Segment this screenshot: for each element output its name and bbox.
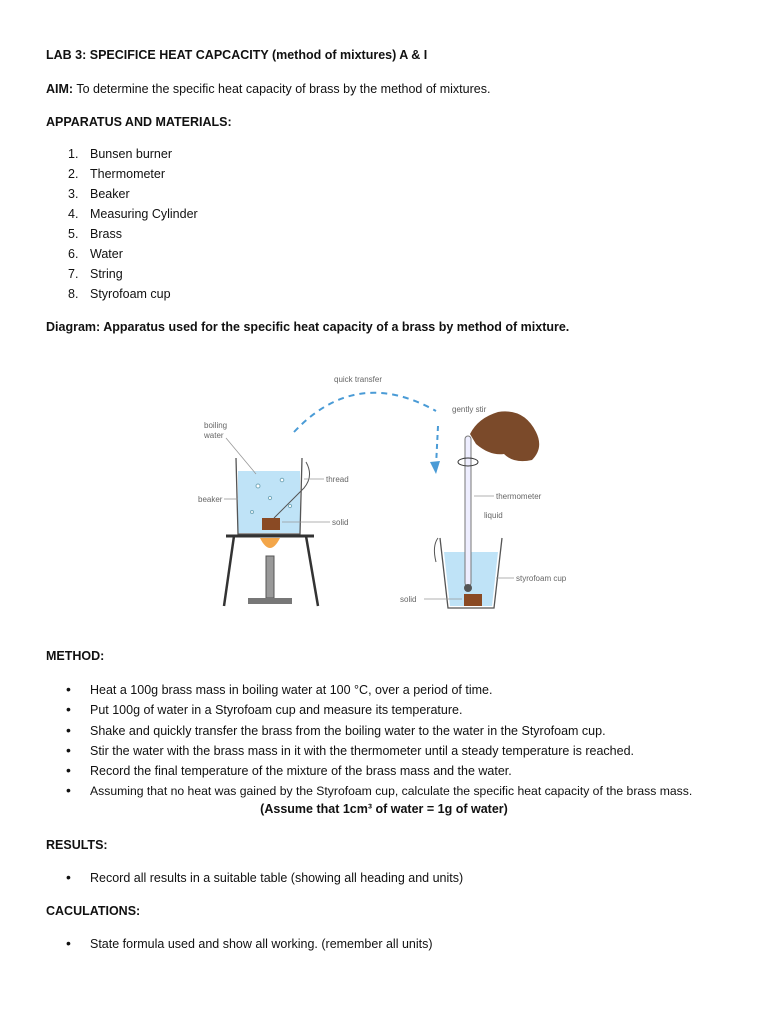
method-note: (Assume that 1cm³ of water = 1g of water) bbox=[260, 802, 508, 816]
label-styrofoam-cup: styrofoam cup bbox=[516, 574, 567, 583]
method-heading: METHOD: bbox=[46, 649, 105, 663]
label-beaker: beaker bbox=[198, 495, 223, 504]
label-water-left: water bbox=[204, 431, 224, 440]
apparatus-diagram bbox=[186, 366, 580, 620]
label-liquid: liquid bbox=[484, 511, 503, 520]
apparatus-list bbox=[68, 144, 198, 304]
aim-line bbox=[46, 82, 490, 96]
list-item: • Stir the water with the brass mass in it with the thermometer until a steady temperature is reached. bbox=[66, 741, 634, 758]
apparatus-heading: APPARATUS AND MATERIALS: bbox=[46, 115, 232, 129]
brass-block-right bbox=[464, 594, 482, 606]
label-boiling: boiling bbox=[204, 421, 228, 430]
calculations-list bbox=[66, 933, 433, 953]
brass-block-left bbox=[262, 518, 280, 530]
list-item: • Record all results in a suitable table (showing all heading and units) bbox=[66, 869, 464, 885]
list-item: 8. Styrofoam cup bbox=[68, 287, 171, 301]
list-item: • Put 100g of water in a Styrofoam cup and measure its temperature. bbox=[66, 701, 463, 718]
calculations-heading: CACULATIONS: bbox=[46, 904, 141, 918]
results-heading: RESULTS: bbox=[46, 838, 108, 852]
lab-title: LAB 3: SPECIFICE HEAT CAPCACITY (method of mixtures) A & I bbox=[46, 48, 428, 62]
list-item: 3. Beaker bbox=[68, 187, 130, 201]
diagram-caption: Diagram: Apparatus used for the specific heat capacity of a brass by method of mixture. bbox=[46, 320, 570, 334]
list-item: • Shake and quickly transfer the brass from the boiling water to the water in the Styrofoam cup. bbox=[66, 721, 606, 738]
aim-text: To determine the specific heat capacity of brass by the method of mixtures. bbox=[73, 82, 491, 96]
list-item: • Heat a 100g brass mass in boiling water at 100 °C, over a period of time. bbox=[66, 681, 493, 697]
results-list bbox=[66, 867, 463, 887]
aim-label: AIM: bbox=[46, 82, 74, 96]
list-item: • State formula used and show all working. (remember all units) bbox=[66, 935, 433, 951]
label-thread: thread bbox=[326, 475, 349, 484]
list-item: 1. Bunsen burner bbox=[68, 147, 173, 161]
list-item: • Record the final temperature of the mixture of the brass mass and the water. bbox=[66, 762, 512, 779]
list-item: • Assuming that no heat was gained by the Styrofoam cup, calculate the specific heat capacity of the brass mass. bbox=[66, 782, 693, 799]
method-list bbox=[66, 679, 692, 801]
list-item: 7. String bbox=[68, 267, 123, 281]
list-item: 2. Thermometer bbox=[68, 167, 166, 181]
list-item: 4. Measuring Cylinder bbox=[68, 207, 198, 221]
list-item: 6. Water bbox=[68, 247, 123, 261]
label-solid-left: solid bbox=[332, 518, 349, 527]
list-item: 5. Brass bbox=[68, 227, 122, 241]
label-thermometer: thermometer bbox=[496, 492, 542, 501]
label-quick-transfer: quick transfer bbox=[334, 375, 383, 384]
label-solid-right: solid bbox=[400, 595, 417, 604]
label-gently-stir: gently stir bbox=[452, 405, 487, 414]
